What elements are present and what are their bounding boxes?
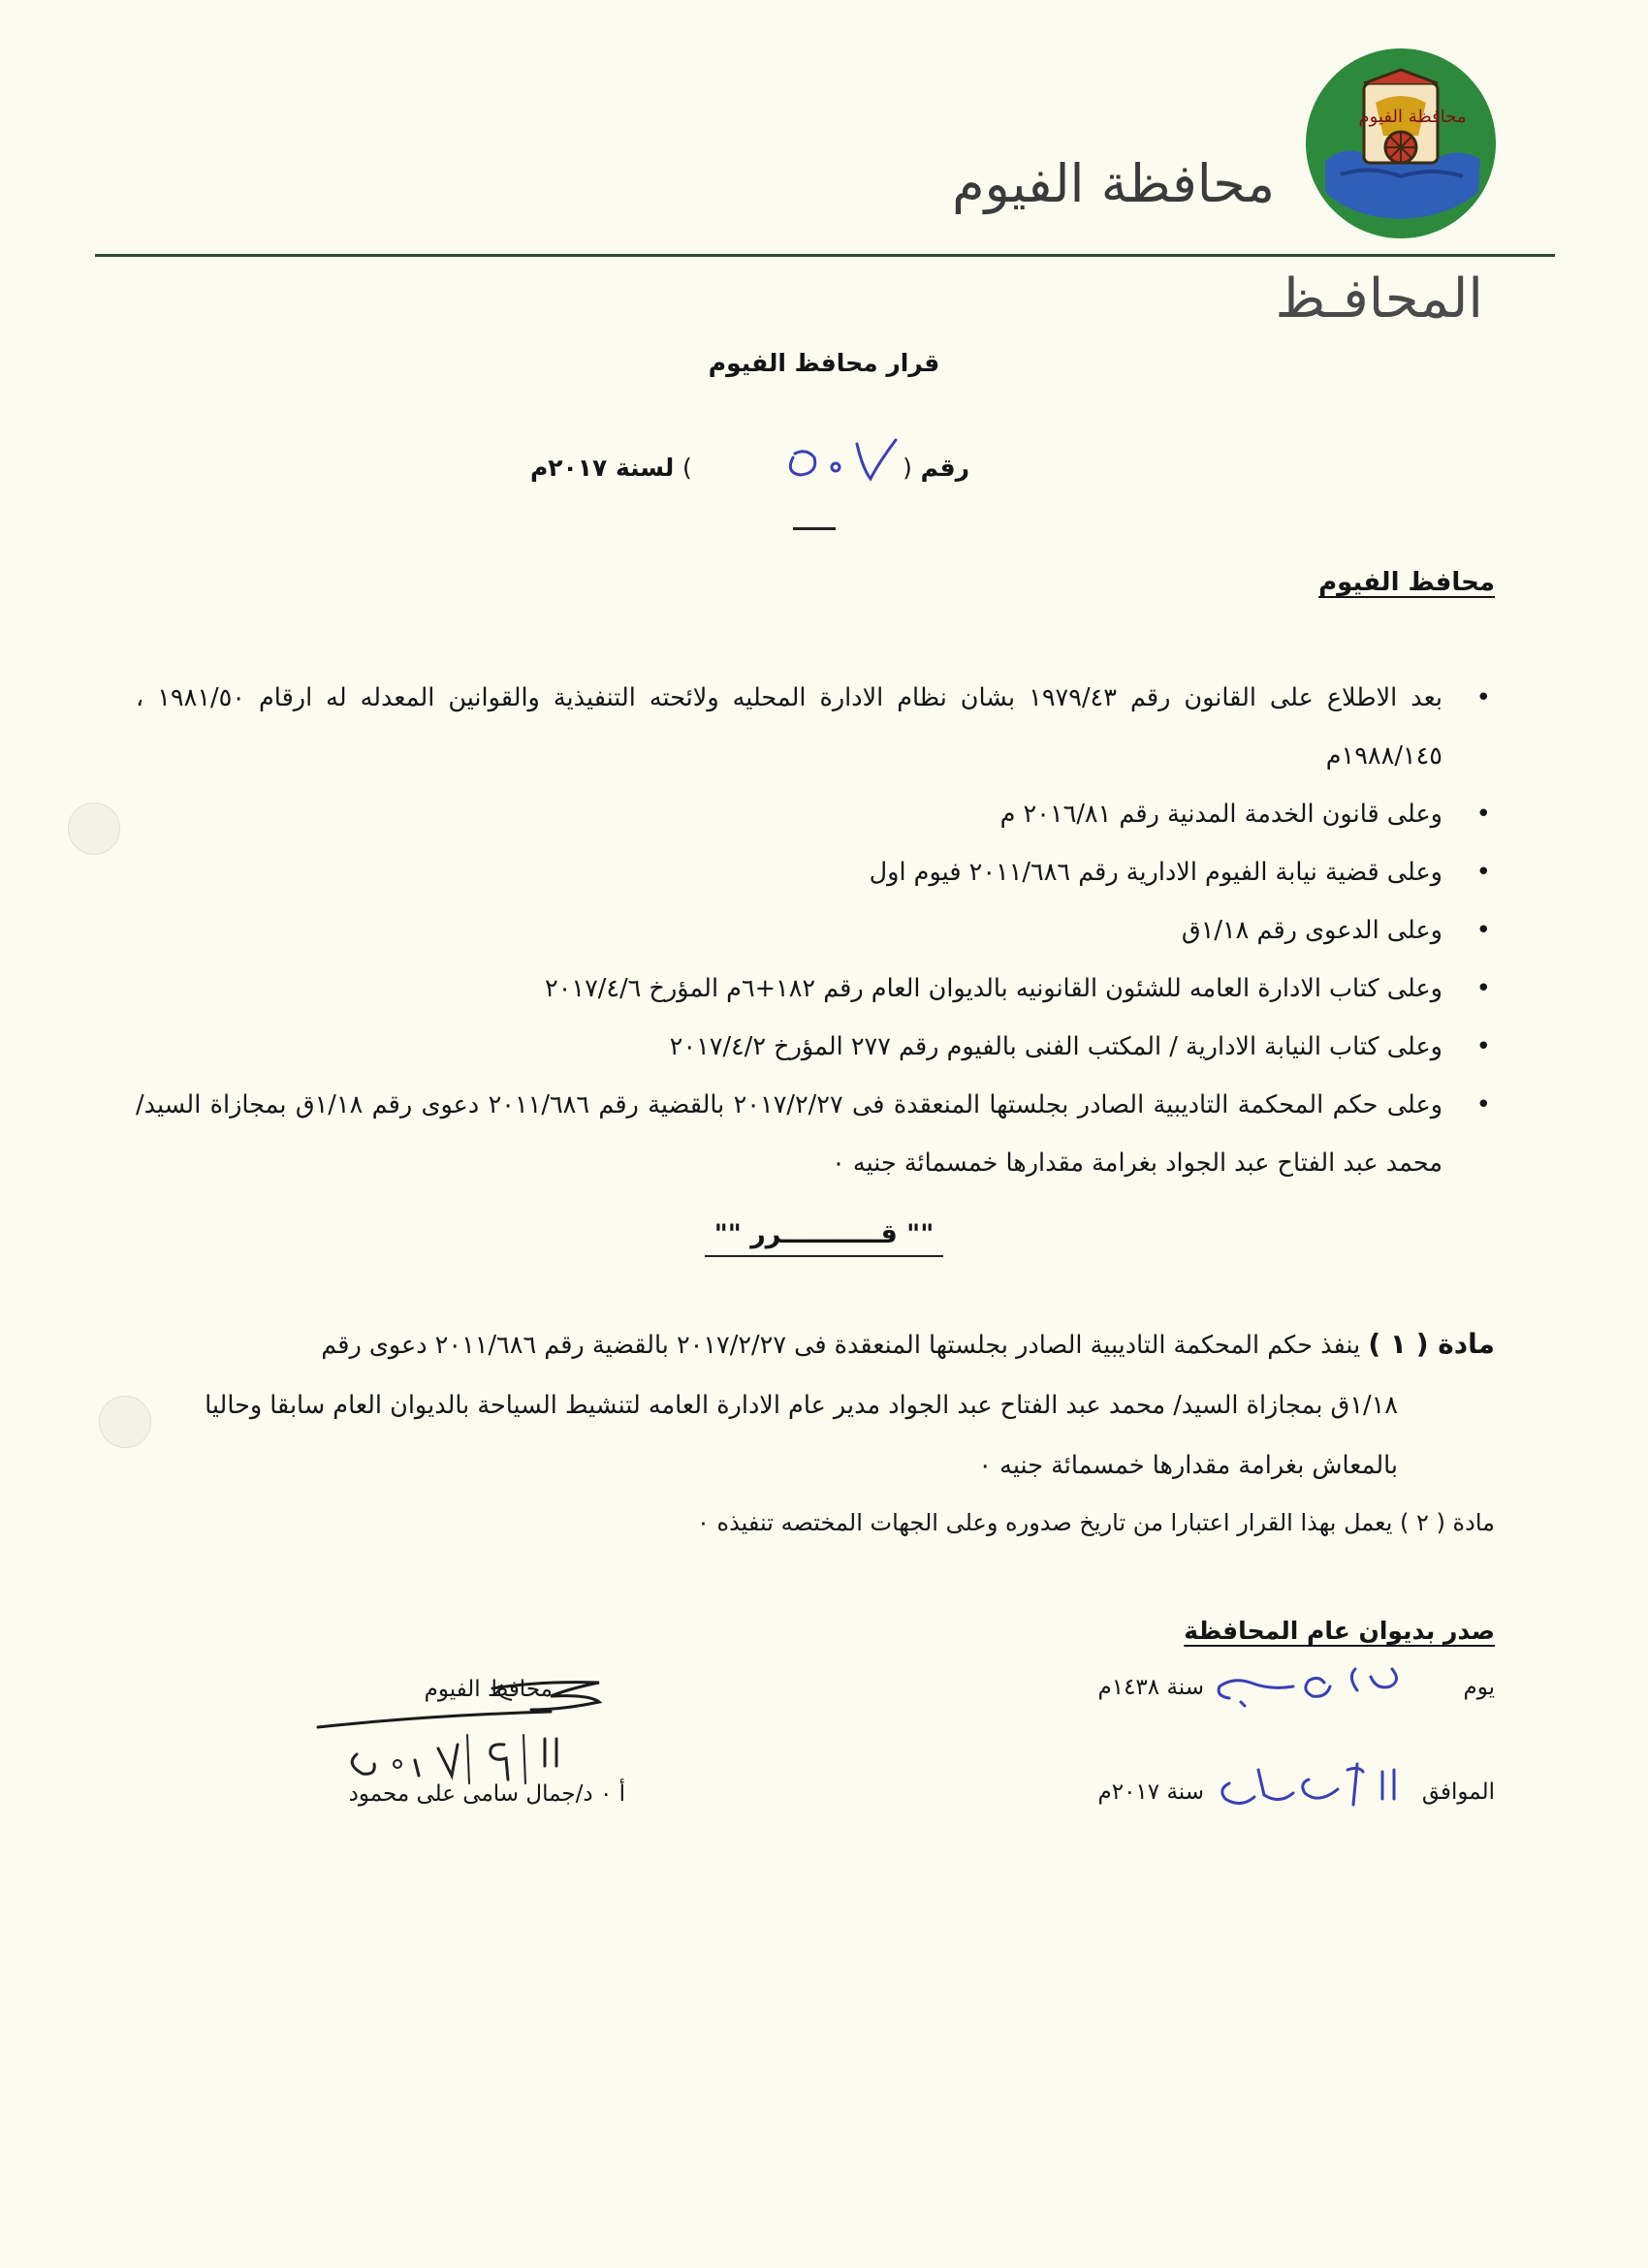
decision-number-row: [530, 454, 969, 482]
bullet-icon: •: [1475, 683, 1491, 712]
number-paren-open: (: [903, 454, 912, 482]
governor-title: محافظ الفيوم: [424, 1677, 553, 1702]
handwritten-decision-number: [776, 425, 902, 492]
binder-hole: [68, 803, 120, 855]
gregorian-year: سنة ٢٠١٧م: [1097, 1780, 1204, 1805]
list-item: • وعلى حكم المحكمة التاديبية الصادر بجلستها المنعقدة فى ٢٠١٧/٢/٢٧ بالقضية رقم ٢٠١١/٦٨٦ دعوى رقم ١/١٨ق بمجازاة السيد/ محمد عبد الفتاح عبد الجواد بغرامة مقدارها خمسمائة جنيه ٠: [136, 1076, 1503, 1192]
svg-text:محافظة الفيوم: محافظة الفيوم: [1358, 107, 1467, 127]
article-2: مادة ( ٢ ) يعمل بهذا القرار اعتبارا من تاريخ صدوره وعلى الجهات المختصه تنفيذه ٠: [696, 1509, 1495, 1536]
number-paren-close: ): [681, 454, 692, 482]
governor-name: أ ٠ د/جمال سامى على محمود: [348, 1781, 625, 1807]
bullet-icon: •: [1475, 800, 1491, 829]
bullet-icon: •: [1475, 974, 1491, 1003]
office-title: المحافـظ: [1275, 268, 1483, 331]
list-item: • وعلى كتاب النيابة الادارية / المكتب الفنى بالفيوم رقم ٢٧٧ المؤرخ ٢٠١٧/٤/٢: [136, 1018, 1503, 1076]
day-label: يوم: [1463, 1675, 1495, 1700]
preamble-title: محافظ الفيوم: [1318, 568, 1495, 597]
handwritten-date: [1212, 1750, 1406, 1828]
decree-heading: "" قـــــــــــرر "": [0, 1219, 1648, 1249]
number-label: رقم: [920, 454, 969, 482]
list-item: • وعلى كتاب الادارة العامه للشئون القانونيه بالديوان العام رقم ١٨٢+٦م المؤرخ ٢٠١٧/٤/٦: [136, 960, 1503, 1018]
decision-year: لسنة ٢٠١٧م: [529, 454, 675, 482]
article-1: [126, 1314, 1495, 1496]
handwritten-day: [1212, 1648, 1406, 1716]
preamble-list: [136, 669, 1503, 1192]
list-item: • وعلى قانون الخدمة المدنية رقم ٢٠١٦/٨١ م: [136, 785, 1503, 843]
list-item: • وعلى قضية نيابة الفيوم الادارية رقم ٢٠١١/٦٨٦ فيوم اول: [136, 843, 1503, 901]
article-1-text: ينفذ حكم المحكمة التاديبية الصادر بجلستها المنعقدة فى ٢٠١٧/٢/٢٧ بالقضية رقم ٢٠١١/٦٨٦ دعوى رقم: [321, 1331, 1361, 1360]
hijri-year: سنة ١٤٣٨م: [1097, 1675, 1204, 1700]
header-divider: [95, 254, 1555, 257]
issued-at: صدر بديوان عام المحافظة: [1184, 1617, 1495, 1645]
bullet-icon: •: [1475, 1090, 1491, 1119]
list-item: • بعد الاطلاع على القانون رقم ١٩٧٩/٤٣ بشان نظام الادارة المحليه ولائحته التنفيذية والقوانين المعدله له ارقام ١٩٨١/٥٠ ، ١٩٨٨/١٤٥م: [136, 669, 1503, 785]
date-label: الموافق: [1421, 1780, 1495, 1805]
binder-hole: [99, 1396, 151, 1448]
bullet-icon: •: [1475, 858, 1491, 887]
short-divider: [793, 527, 836, 530]
list-item: • وعلى الدعوى رقم ١/١٨ق: [136, 901, 1503, 960]
bullet-icon: •: [1475, 1032, 1491, 1061]
decision-title: قرار محافظ الفيوم: [708, 349, 940, 377]
governorate-logo: [1304, 47, 1498, 240]
article-1-continuation: ١/١٨ق بمجازاة السيد/ محمد عبد الفتاح عبد الجواد مدير عام الادارة العامه لتنشيط السياحة بالديوان العام سابقا وحاليا بالمعاش بغرامة مقدارها خمسمائة جنيه ٠: [205, 1391, 1398, 1480]
article-1-label: مادة ( ١ ): [1368, 1328, 1495, 1360]
bullet-icon: •: [1475, 916, 1491, 945]
governorate-name: محافظة الفيوم: [952, 153, 1275, 214]
